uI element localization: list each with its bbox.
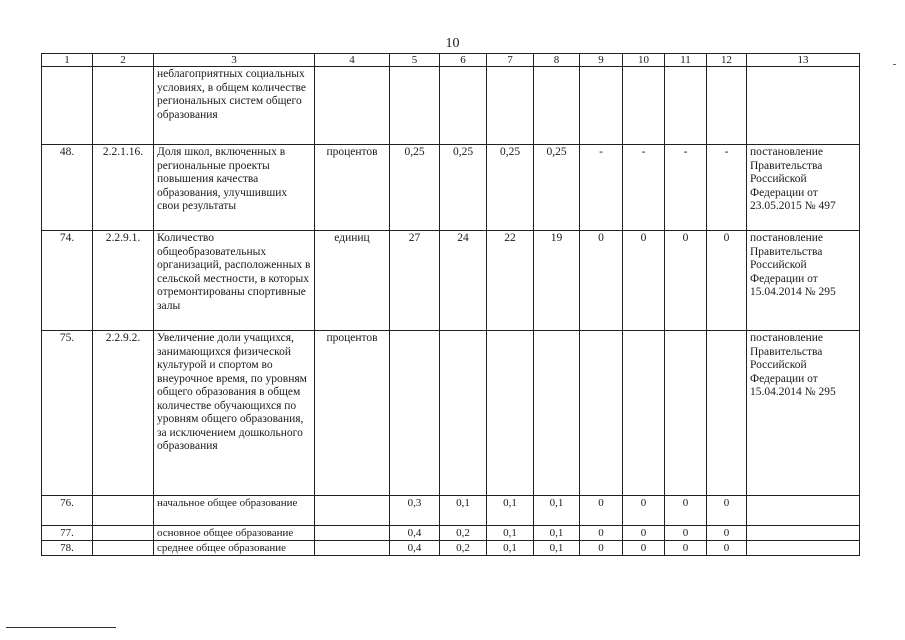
- value-cell: [534, 331, 580, 496]
- row-number-cell: 77.: [42, 526, 93, 541]
- column-header: 10: [623, 54, 665, 67]
- value-cell: [707, 67, 747, 145]
- legal-basis-cell: постановление Правительства Российской Федерации от 23.05.2015 № 497: [747, 145, 860, 231]
- value-cell: [623, 67, 665, 145]
- value-cell: 0: [707, 526, 747, 541]
- table-row: [42, 526, 860, 541]
- value-cell: 0: [707, 231, 747, 331]
- value-cell: 0: [623, 496, 665, 526]
- legal-basis-cell: постановление Правительства Российской Федерации от 15.04.2014 № 295: [747, 231, 860, 331]
- value-cell: 0,1: [487, 541, 534, 556]
- value-cell: [440, 67, 487, 145]
- column-header: 2: [93, 54, 154, 67]
- value-cell: 27: [390, 231, 440, 331]
- unit-cell: [315, 541, 390, 556]
- row-code-cell: [93, 67, 154, 145]
- row-code-cell: [93, 541, 154, 556]
- unit-cell: процентов: [315, 331, 390, 496]
- value-cell: 0,25: [487, 145, 534, 231]
- row-code-cell: 2.2.9.2.: [93, 331, 154, 496]
- value-cell: 24: [440, 231, 487, 331]
- unit-cell: [315, 496, 390, 526]
- row-number-cell: 75.: [42, 331, 93, 496]
- unit-cell: процентов: [315, 145, 390, 231]
- value-cell: 0,2: [440, 541, 487, 556]
- page-number: 10: [445, 36, 460, 51]
- legal-basis-cell: [747, 67, 860, 145]
- value-cell: [390, 331, 440, 496]
- legal-basis-cell: постановление Правительства Российской Федерации от 15.04.2014 № 295: [747, 331, 860, 496]
- value-cell: [623, 331, 665, 496]
- value-cell: [487, 331, 534, 496]
- value-cell: [534, 67, 580, 145]
- table-row: [42, 231, 860, 331]
- column-header: 13: [747, 54, 860, 67]
- table-row: [42, 67, 860, 145]
- table-row: [42, 496, 860, 526]
- value-cell: [580, 331, 623, 496]
- value-cell: 0: [623, 526, 665, 541]
- scan-speck: [893, 64, 896, 65]
- value-cell: 0: [665, 541, 707, 556]
- value-cell: [487, 67, 534, 145]
- value-cell: 0,4: [390, 526, 440, 541]
- value-cell: 0,1: [440, 496, 487, 526]
- value-cell: [390, 67, 440, 145]
- value-cell: -: [665, 145, 707, 231]
- row-number-cell: [42, 67, 93, 145]
- value-cell: 0,25: [534, 145, 580, 231]
- value-cell: [665, 331, 707, 496]
- value-cell: [665, 67, 707, 145]
- legal-basis-cell: [747, 526, 860, 541]
- indicators-table: [41, 53, 860, 556]
- value-cell: -: [623, 145, 665, 231]
- value-cell: 0: [665, 526, 707, 541]
- value-cell: 0: [665, 496, 707, 526]
- value-cell: 0: [580, 496, 623, 526]
- indicator-name-cell: основное общее образование: [154, 526, 315, 541]
- value-cell: 0: [580, 541, 623, 556]
- row-code-cell: 2.2.9.1.: [93, 231, 154, 331]
- column-header: 6: [440, 54, 487, 67]
- value-cell: 0: [707, 496, 747, 526]
- column-header: 8: [534, 54, 580, 67]
- value-cell: -: [707, 145, 747, 231]
- value-cell: -: [580, 145, 623, 231]
- unit-cell: [315, 67, 390, 145]
- table-row: [42, 331, 860, 496]
- table-row: [42, 541, 860, 556]
- value-cell: [580, 67, 623, 145]
- row-code-cell: [93, 526, 154, 541]
- column-header: 9: [580, 54, 623, 67]
- value-cell: 0,2: [440, 526, 487, 541]
- value-cell: 0: [623, 231, 665, 331]
- value-cell: 0,25: [390, 145, 440, 231]
- value-cell: 19: [534, 231, 580, 331]
- value-cell: 0: [623, 541, 665, 556]
- value-cell: 0,1: [487, 526, 534, 541]
- indicator-name-cell: неблагоприятных социальных условиях, в общем количестве региональных систем общего образования: [154, 67, 315, 145]
- value-cell: 0: [707, 541, 747, 556]
- column-header: 3: [154, 54, 315, 67]
- row-number-cell: 74.: [42, 231, 93, 331]
- value-cell: 0: [665, 231, 707, 331]
- value-cell: 0,1: [534, 526, 580, 541]
- value-cell: 0: [580, 526, 623, 541]
- value-cell: [707, 331, 747, 496]
- indicator-name-cell: Доля школ, включенных в региональные проекты повышения качества образования, улучшивших свои результаты: [154, 145, 315, 231]
- indicator-name-cell: Увеличение доли учащихся, занимающихся физической культурой и спортом во внеурочное время, по уровням общего образования в общем количестве обучающихся по уровням общего образования, за исключением дошкольного образования: [154, 331, 315, 496]
- value-cell: [440, 331, 487, 496]
- row-code-cell: 2.2.1.16.: [93, 145, 154, 231]
- value-cell: 0,3: [390, 496, 440, 526]
- row-number-cell: 78.: [42, 541, 93, 556]
- column-header: 12: [707, 54, 747, 67]
- table-row: [42, 145, 860, 231]
- column-header: 11: [665, 54, 707, 67]
- indicator-name-cell: начальное общее образование: [154, 496, 315, 526]
- row-code-cell: [93, 496, 154, 526]
- value-cell: 0,25: [440, 145, 487, 231]
- indicator-name-cell: Количество общеобразовательных организаций, расположенных в сельской местности, в которых отремонтированы спортивные залы: [154, 231, 315, 331]
- value-cell: 0,1: [534, 541, 580, 556]
- indicator-name-cell: среднее общее образование: [154, 541, 315, 556]
- unit-cell: [315, 526, 390, 541]
- column-header: 1: [42, 54, 93, 67]
- footnote-divider: [6, 627, 116, 628]
- value-cell: 0,4: [390, 541, 440, 556]
- value-cell: 0: [580, 231, 623, 331]
- column-header: 4: [315, 54, 390, 67]
- value-cell: 0,1: [487, 496, 534, 526]
- unit-cell: единиц: [315, 231, 390, 331]
- row-number-cell: 76.: [42, 496, 93, 526]
- column-header: 5: [390, 54, 440, 67]
- value-cell: 22: [487, 231, 534, 331]
- legal-basis-cell: [747, 541, 860, 556]
- column-header: 7: [487, 54, 534, 67]
- header-row: [42, 54, 860, 67]
- legal-basis-cell: [747, 496, 860, 526]
- value-cell: 0,1: [534, 496, 580, 526]
- row-number-cell: 48.: [42, 145, 93, 231]
